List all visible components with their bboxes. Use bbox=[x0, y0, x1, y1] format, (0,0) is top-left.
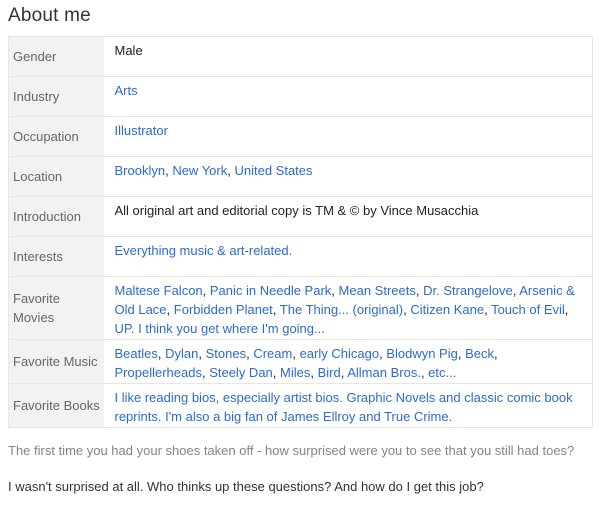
profile-link[interactable]: Beatles bbox=[114, 346, 158, 361]
about-me-table bbox=[8, 36, 593, 428]
profile-field-label: Favorite Music bbox=[9, 340, 104, 384]
table-row bbox=[9, 37, 593, 77]
list-separator: , bbox=[493, 346, 498, 361]
profile-link[interactable]: Beck bbox=[465, 346, 494, 361]
list-separator: , bbox=[272, 302, 280, 317]
profile-link[interactable]: Forbidden Planet bbox=[173, 302, 273, 317]
profile-field-label: Industry bbox=[9, 77, 104, 117]
random-question-answer: I wasn't surprised at all. Who thinks up these questions? And how do I get this job? bbox=[8, 479, 484, 494]
list-separator: , bbox=[340, 365, 348, 380]
profile-field-value bbox=[104, 277, 593, 340]
list-separator: , bbox=[310, 365, 318, 380]
profile-link[interactable]: Touch of Evil bbox=[491, 302, 565, 317]
profile-link[interactable]: Blodwyn Pig bbox=[386, 346, 458, 361]
table-row bbox=[9, 117, 593, 157]
profile-field-value bbox=[104, 384, 593, 428]
profile-link[interactable]: Illustrator bbox=[114, 123, 168, 138]
profile-link[interactable]: Steely Dan bbox=[209, 365, 273, 380]
list-separator: , bbox=[198, 346, 206, 361]
list-separator: , bbox=[420, 365, 429, 380]
profile-field-label: Gender bbox=[9, 37, 104, 77]
profile-field-value bbox=[104, 77, 593, 117]
list-separator: , bbox=[246, 346, 254, 361]
profile-field-value bbox=[104, 237, 593, 277]
profile-link[interactable]: Panic in Needle Park bbox=[209, 283, 332, 298]
profile-link[interactable]: United States bbox=[234, 163, 313, 178]
profile-link[interactable]: Miles bbox=[280, 365, 311, 380]
random-question: The first time you had your shoes taken off - how surprised were you to see that you still had toes? bbox=[8, 443, 575, 458]
profile-link[interactable]: Dylan bbox=[165, 346, 199, 361]
table-row bbox=[9, 237, 593, 277]
profile-link[interactable]: Brooklyn bbox=[114, 163, 166, 178]
table-row bbox=[9, 157, 593, 197]
profile-link[interactable]: Arts bbox=[114, 83, 138, 98]
table-row bbox=[9, 197, 593, 237]
profile-field-value bbox=[104, 157, 593, 197]
list-separator: , bbox=[272, 365, 281, 380]
profile-link[interactable]: Maltese Falcon bbox=[114, 283, 203, 298]
table-row bbox=[9, 277, 593, 340]
profile-field-label: Occupation bbox=[9, 117, 104, 157]
list-separator: , bbox=[292, 346, 300, 361]
table-row bbox=[9, 77, 593, 117]
profile-link[interactable]: Bird bbox=[317, 365, 341, 380]
profile-field-label: Favorite Movies bbox=[9, 277, 104, 340]
list-separator: , bbox=[512, 283, 520, 298]
profile-link[interactable]: etc... bbox=[428, 365, 457, 380]
list-separator: , bbox=[157, 346, 166, 361]
profile-link[interactable]: Everything music & art-related. bbox=[114, 243, 293, 258]
profile-link[interactable]: UP. I think you get where I'm going... bbox=[114, 321, 325, 336]
list-separator: , bbox=[331, 283, 339, 298]
table-row bbox=[9, 340, 593, 384]
profile-link[interactable]: Arsenic & Old Lace bbox=[114, 283, 575, 317]
list-separator: , bbox=[379, 346, 387, 361]
profile-link[interactable]: early Chicago bbox=[299, 346, 380, 361]
profile-field-label: Interests bbox=[9, 237, 104, 277]
profile-field-value bbox=[104, 197, 593, 237]
list-separator: , bbox=[227, 163, 235, 178]
profile-link[interactable]: Propellerheads bbox=[114, 365, 202, 380]
page-title: About me bbox=[8, 5, 91, 26]
list-separator: , bbox=[403, 302, 411, 317]
profile-field-value bbox=[104, 117, 593, 157]
profile-link[interactable]: The Thing... (original) bbox=[279, 302, 404, 317]
list-separator: , bbox=[564, 302, 569, 317]
profile-field-label: Introduction bbox=[9, 197, 104, 237]
list-separator: , bbox=[166, 302, 174, 317]
profile-link[interactable]: Cream bbox=[253, 346, 293, 361]
profile-link[interactable]: Stones bbox=[205, 346, 247, 361]
profile-link[interactable]: Dr. Strangelove bbox=[423, 283, 513, 298]
profile-field-value bbox=[104, 340, 593, 384]
about-me-table-body bbox=[9, 37, 593, 428]
profile-field-label: Location bbox=[9, 157, 104, 197]
list-separator: , bbox=[457, 346, 466, 361]
profile-field-value bbox=[104, 37, 593, 77]
list-separator: , bbox=[201, 365, 210, 380]
profile-text: All original art and editorial copy is TM & © by Vince Musacchia bbox=[114, 203, 479, 218]
list-separator: , bbox=[202, 283, 210, 298]
profile-link[interactable]: Mean Streets bbox=[338, 283, 416, 298]
profile-link[interactable]: Allman Bros. bbox=[347, 365, 421, 380]
profile-text: Male bbox=[114, 43, 143, 58]
profile-link[interactable]: I like reading bios, especially artist bios. Graphic Novels and classic comic book reprints. I'm also a big fan of James Ellroy and True Crime. bbox=[114, 390, 573, 424]
profile-link[interactable]: Citizen Kane bbox=[410, 302, 485, 317]
list-separator: , bbox=[484, 302, 492, 317]
table-row bbox=[9, 384, 593, 428]
list-separator: , bbox=[165, 163, 173, 178]
profile-field-label: Favorite Books bbox=[9, 384, 104, 428]
profile-link[interactable]: New York bbox=[172, 163, 228, 178]
list-separator: , bbox=[415, 283, 424, 298]
